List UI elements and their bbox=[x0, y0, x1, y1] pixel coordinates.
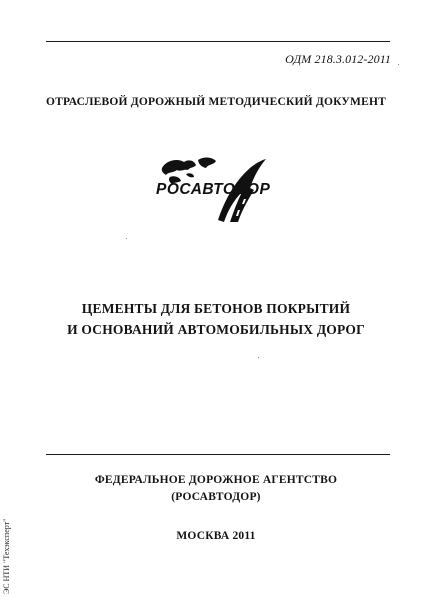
bottom-rule bbox=[46, 454, 390, 455]
agency-line-1: ФЕДЕРАЛЬНОЕ ДОРОЖНОЕ АГЕНТСТВО bbox=[94, 474, 338, 486]
publisher-agency bbox=[0, 472, 432, 506]
scan-speck bbox=[398, 64, 399, 65]
scan-speck bbox=[258, 357, 259, 358]
city-year: МОСКВА 2011 bbox=[176, 530, 256, 542]
document-code: ОДМ 218.3.012-2011 bbox=[285, 52, 391, 66]
top-rule bbox=[46, 41, 390, 42]
logo-wordmark: РОСАВТОДОР bbox=[156, 181, 271, 198]
rosavtodor-logo bbox=[150, 150, 280, 228]
title-line-1: ЦЕМЕНТЫ ДЛЯ БЕТОНОВ ПОКРЫТИЙ bbox=[81, 301, 351, 316]
title-line-2: И ОСНОВАНИЙ АВТОМОБИЛЬНЫХ ДОРОГ bbox=[67, 322, 365, 337]
scan-speck bbox=[126, 238, 127, 239]
agency-line-2: (РОСАВТОДОР) bbox=[171, 491, 261, 503]
document-type-heading: ОТРАСЛЕВОЙ ДОРОЖНЫЙ МЕТОДИЧЕСКИЙ ДОКУМЕНТ bbox=[45, 96, 387, 108]
techexpert-watermark: ЭС НТИ "Техэксперт" bbox=[2, 518, 11, 594]
document-title bbox=[0, 298, 432, 340]
